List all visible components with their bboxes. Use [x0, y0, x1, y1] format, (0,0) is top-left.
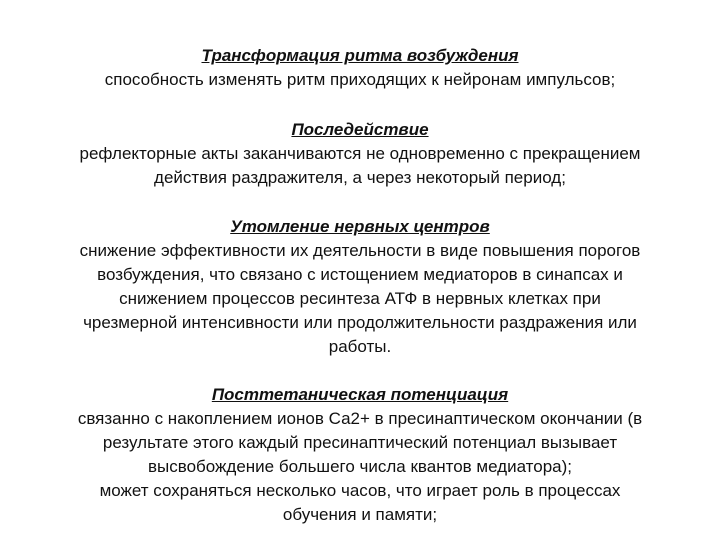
- section-rhythm-transformation: [0, 44, 720, 92]
- term-heading: Трансформация ритма возбуждения: [201, 46, 519, 65]
- section-aftereffect: [0, 118, 720, 190]
- definition-line: снижение эффективности их деятельности в виде повышения порогов: [79, 241, 641, 260]
- definition-line: возбуждения, что связано с истощением медиаторов в синапсах и: [97, 265, 623, 284]
- term-heading: Последействие: [291, 120, 429, 139]
- definition-line: связанно с накоплением ионов Са2+ в пресинаптическом окончании (в: [77, 409, 643, 428]
- definition-line: высвобождение большего числа квантов медиатора);: [147, 457, 573, 476]
- definition-line: действия раздражителя, а через некоторый период;: [154, 168, 566, 187]
- definition-line: обучения и памяти;: [282, 505, 438, 524]
- definition-line: работы.: [328, 337, 392, 356]
- term-heading: Утомление нервных центров: [230, 217, 490, 236]
- term-heading: Посттетаническая потенциация: [211, 385, 509, 404]
- definition-line: снижением процессов ресинтеза АТФ в нервных клетках при: [119, 289, 601, 308]
- section-fatigue: [0, 215, 720, 359]
- definition-line: способность изменять ритм приходящих к нейронам импульсов;: [104, 70, 616, 89]
- section-post-tetanic-potentiation: [0, 383, 720, 527]
- definition-line: может сохраняться несколько часов, что играет роль в процессах: [99, 481, 621, 500]
- definition-line: рефлекторные акты заканчиваются не одновременно с прекращением: [79, 144, 641, 163]
- definition-line: чрезмерной интенсивности или продолжительности раздражения или: [83, 313, 637, 332]
- definition-line: результате этого каждый пресинаптический потенциал вызывает: [102, 433, 618, 452]
